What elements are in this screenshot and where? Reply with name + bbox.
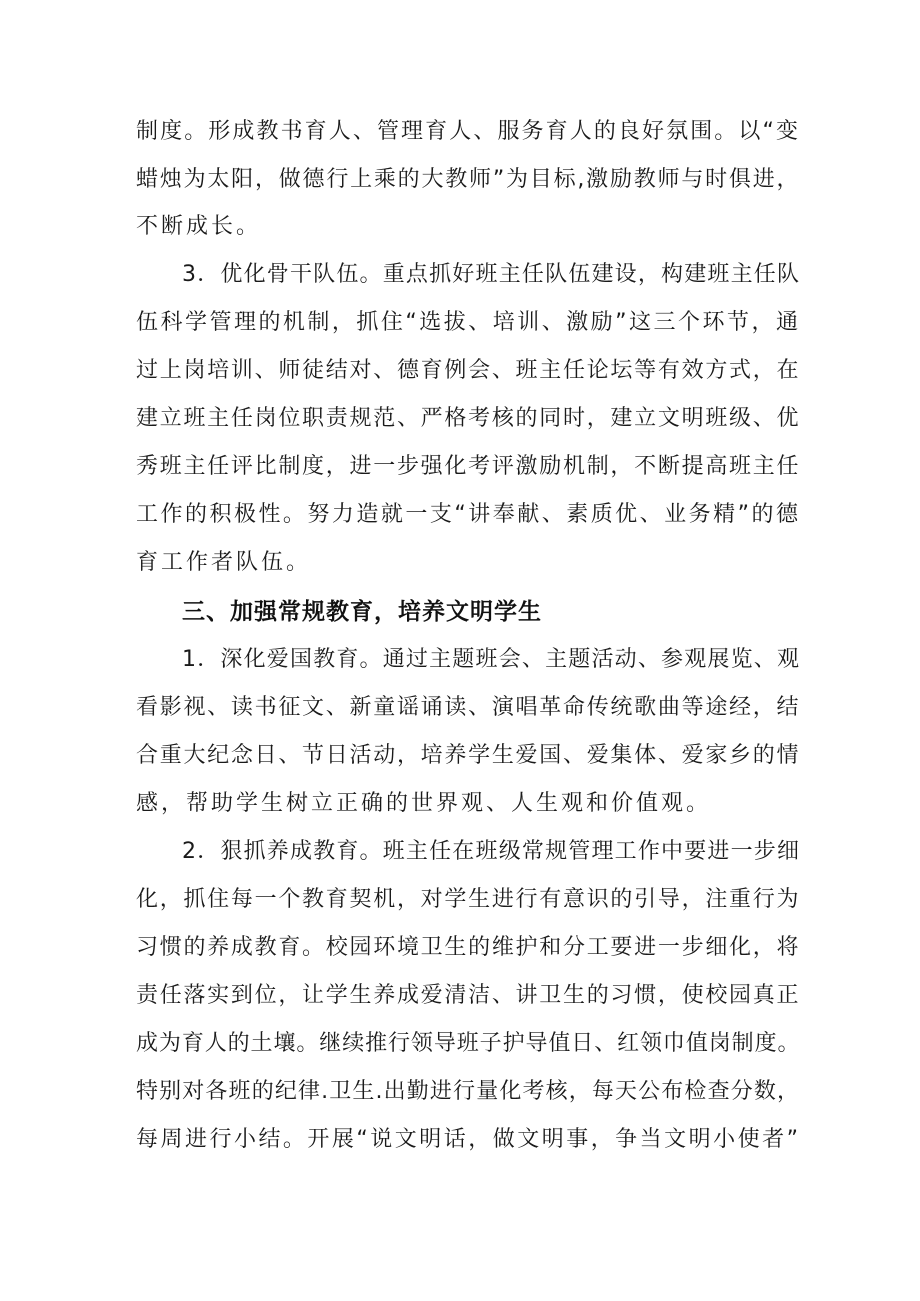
section-heading: 三、加强常规教育，培养文明学生 (182, 599, 542, 625)
paragraph-line: 责任落实到位，让学生养成爱清洁、讲卫生的习惯，使校园真正 (136, 983, 800, 1008)
paragraph-line: 合重大纪念日、节日活动，培养学生爱国、爱集体、爱家乡的情 (136, 743, 800, 768)
paragraph-line: 不断成长。 (136, 214, 262, 239)
paragraph-line: 2．狠抓养成教育。班主任在班级常规管理工作中要进一步细 (182, 839, 800, 864)
paragraph-line: 习惯的养成教育。校园环境卫生的维护和分工要进一步细化，将 (136, 935, 800, 960)
paragraph-line: 蜡烛为太阳，做德行上乘的大教师”为目标,激励教师与时俱进， (136, 167, 800, 192)
paragraph-line: 3．优化骨干队伍。重点抓好班主任队伍建设，构建班主任队 (182, 262, 800, 287)
paragraph-line: 每周进行小结。开展“说文明话，做文明事，争当文明小使者” (136, 1127, 800, 1152)
paragraph-line: 工作的积极性。努力造就一支“讲奉献、素质优、业务精”的德 (136, 502, 801, 527)
paragraph-line: 育工作者队伍。 (136, 550, 312, 575)
paragraph-line: 1．深化爱国教育。通过主题班会、主题活动、参观展览、观 (182, 647, 800, 672)
paragraph-line: 看影视、读书征文、新童谣诵读、演唱革命传统歌曲等途经，结 (136, 695, 800, 720)
paragraph-line: 感，帮助学生树立正确的世界观、人生观和价值观。 (136, 791, 712, 816)
paragraph-line: 成为育人的土壤。继续推行领导班子护导值日、红领巾值岗制度。 (136, 1031, 800, 1056)
paragraph-line: 特别对各班的纪律.卫生.出勤进行量化考核，每天公布检查分数， (136, 1079, 800, 1104)
paragraph-line: 制度。形成教书育人、管理育人、服务育人的良好氛围。以“变 (136, 119, 800, 144)
paragraph-line: 化，抓住每一个教育契机，对学生进行有意识的引导，注重行为 (136, 887, 800, 912)
paragraph-line: 伍科学管理的机制，抓住“选拔、培训、激励”这三个环节，通 (136, 310, 800, 335)
paragraph-line: 建立班主任岗位职责规范、严格考核的同时，建立文明班级、优 (136, 406, 800, 431)
paragraph-line: 过上岗培训、师徒结对、德育例会、班主任论坛等有效方式，在 (136, 358, 800, 383)
paragraph-line: 秀班主任评比制度，进一步强化考评激励机制，不断提高班主任 (136, 454, 800, 479)
